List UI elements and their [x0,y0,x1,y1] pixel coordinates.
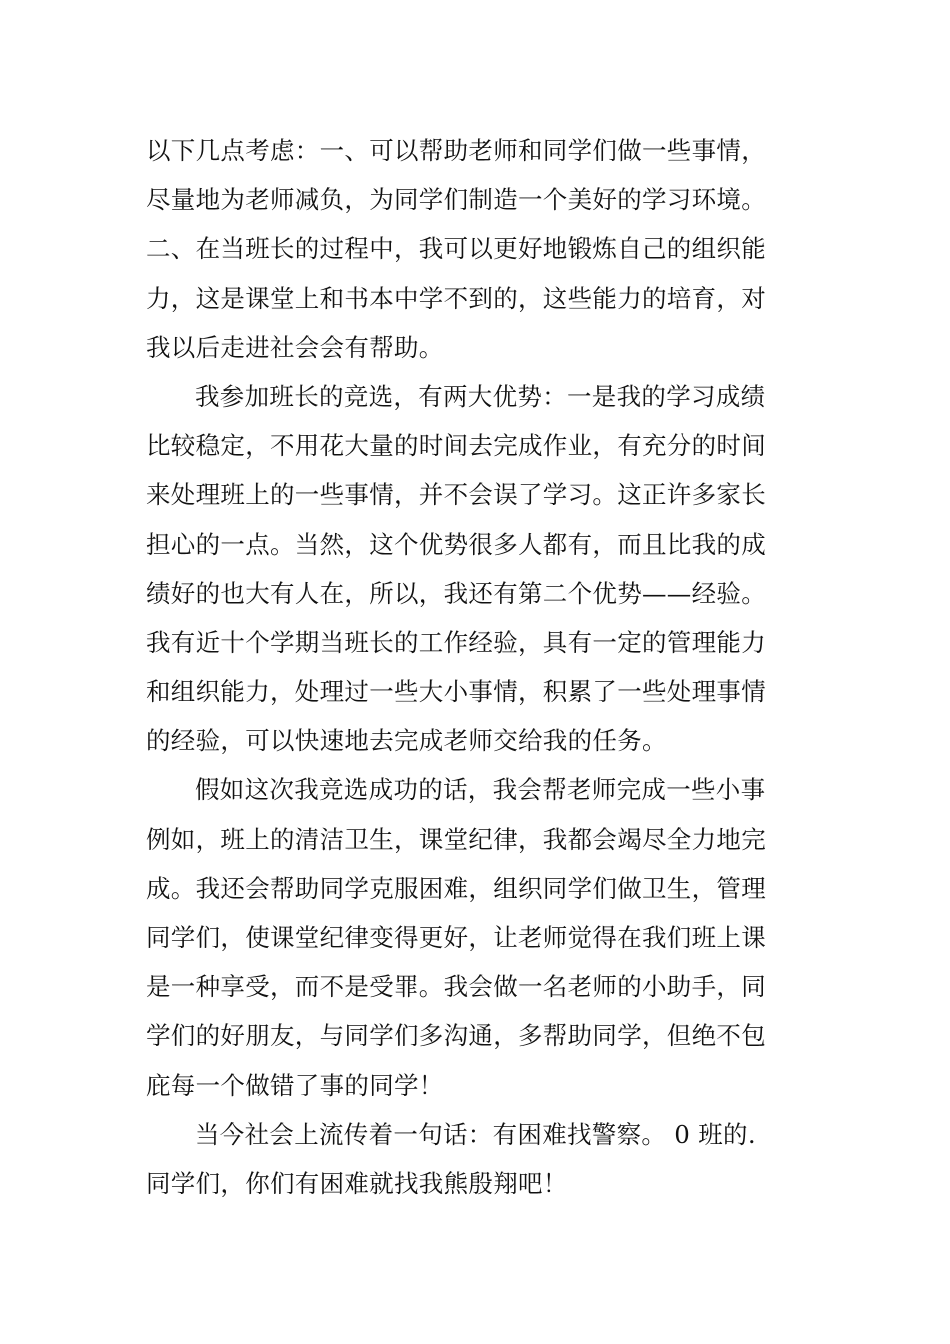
text-line-7: 比较稳定，不用花大量的时间去完成作业，有充分的时间 [146,431,766,461]
text-line-20: 庇每一个做错了事的同学！ [146,1070,444,1100]
text-line-11: 我有近十个学期当班长的工作经验，具有一定的管理能力 [146,627,766,657]
text-line-2: 尽量地为老师减负，为同学们制造一个美好的学习环境。 [146,185,766,215]
text-line-1: 以下几点考虑：一、可以帮助老师和同学们做一些事情， [146,136,766,165]
text-line-6: 我参加班长的竞选，有两大优势：一是我的学习成绩 [195,381,766,411]
text-line-5: 我以后走进社会会有帮助。 [146,332,444,362]
text-line-12: 和组织能力，处理过一些大小事情，积累了一些处理事情 [146,677,766,707]
text-line-16: 成。我还会帮助同学克服困难，组织同学们做卫生，管理 [146,873,766,903]
text-line-4: 力，这是课堂上和书本中学不到的，这些能力的培育，对 [146,283,766,313]
text-line-17: 同学们，使课堂纪律变得更好，让老师觉得在我们班上课 [146,923,766,952]
text-line-15: 例如，班上的清洁卫生，课堂纪律，我都会竭尽全力地完 [146,824,766,854]
text-line-10: 绩好的也大有人在，所以，我还有第二个优势——经验。 [146,578,766,608]
text-line-9: 担心的一点。当然，这个优势很多人都有，而且比我的成 [146,529,766,559]
text-line-13: 的经验，可以快速地去完成老师交给我的任务。 [146,726,667,756]
text-line-3: 二、在当班长的过程中，我可以更好地锻炼自己的组织能 [146,234,766,264]
text-line-18: 是一种享受，而不是受罪。我会做一名老师的小助手，同 [146,972,766,1002]
text-line-19: 学们的好朋友，与同学们多沟通，多帮助同学，但绝不包 [146,1021,766,1051]
text-line-8: 来处理班上的一些事情，并不会误了学习。这正许多家长 [146,480,766,510]
text-line-14: 假如这次我竞选成功的话，我会帮老师完成一些小事 [195,775,766,805]
document-body [146,126,806,1208]
text-line-21: 当今社会上流传着一句话：有困难找警察。 0 班的. [195,1119,756,1149]
text-line-22: 同学们，你们有困难就找我熊殷翔吧！ [146,1168,568,1198]
